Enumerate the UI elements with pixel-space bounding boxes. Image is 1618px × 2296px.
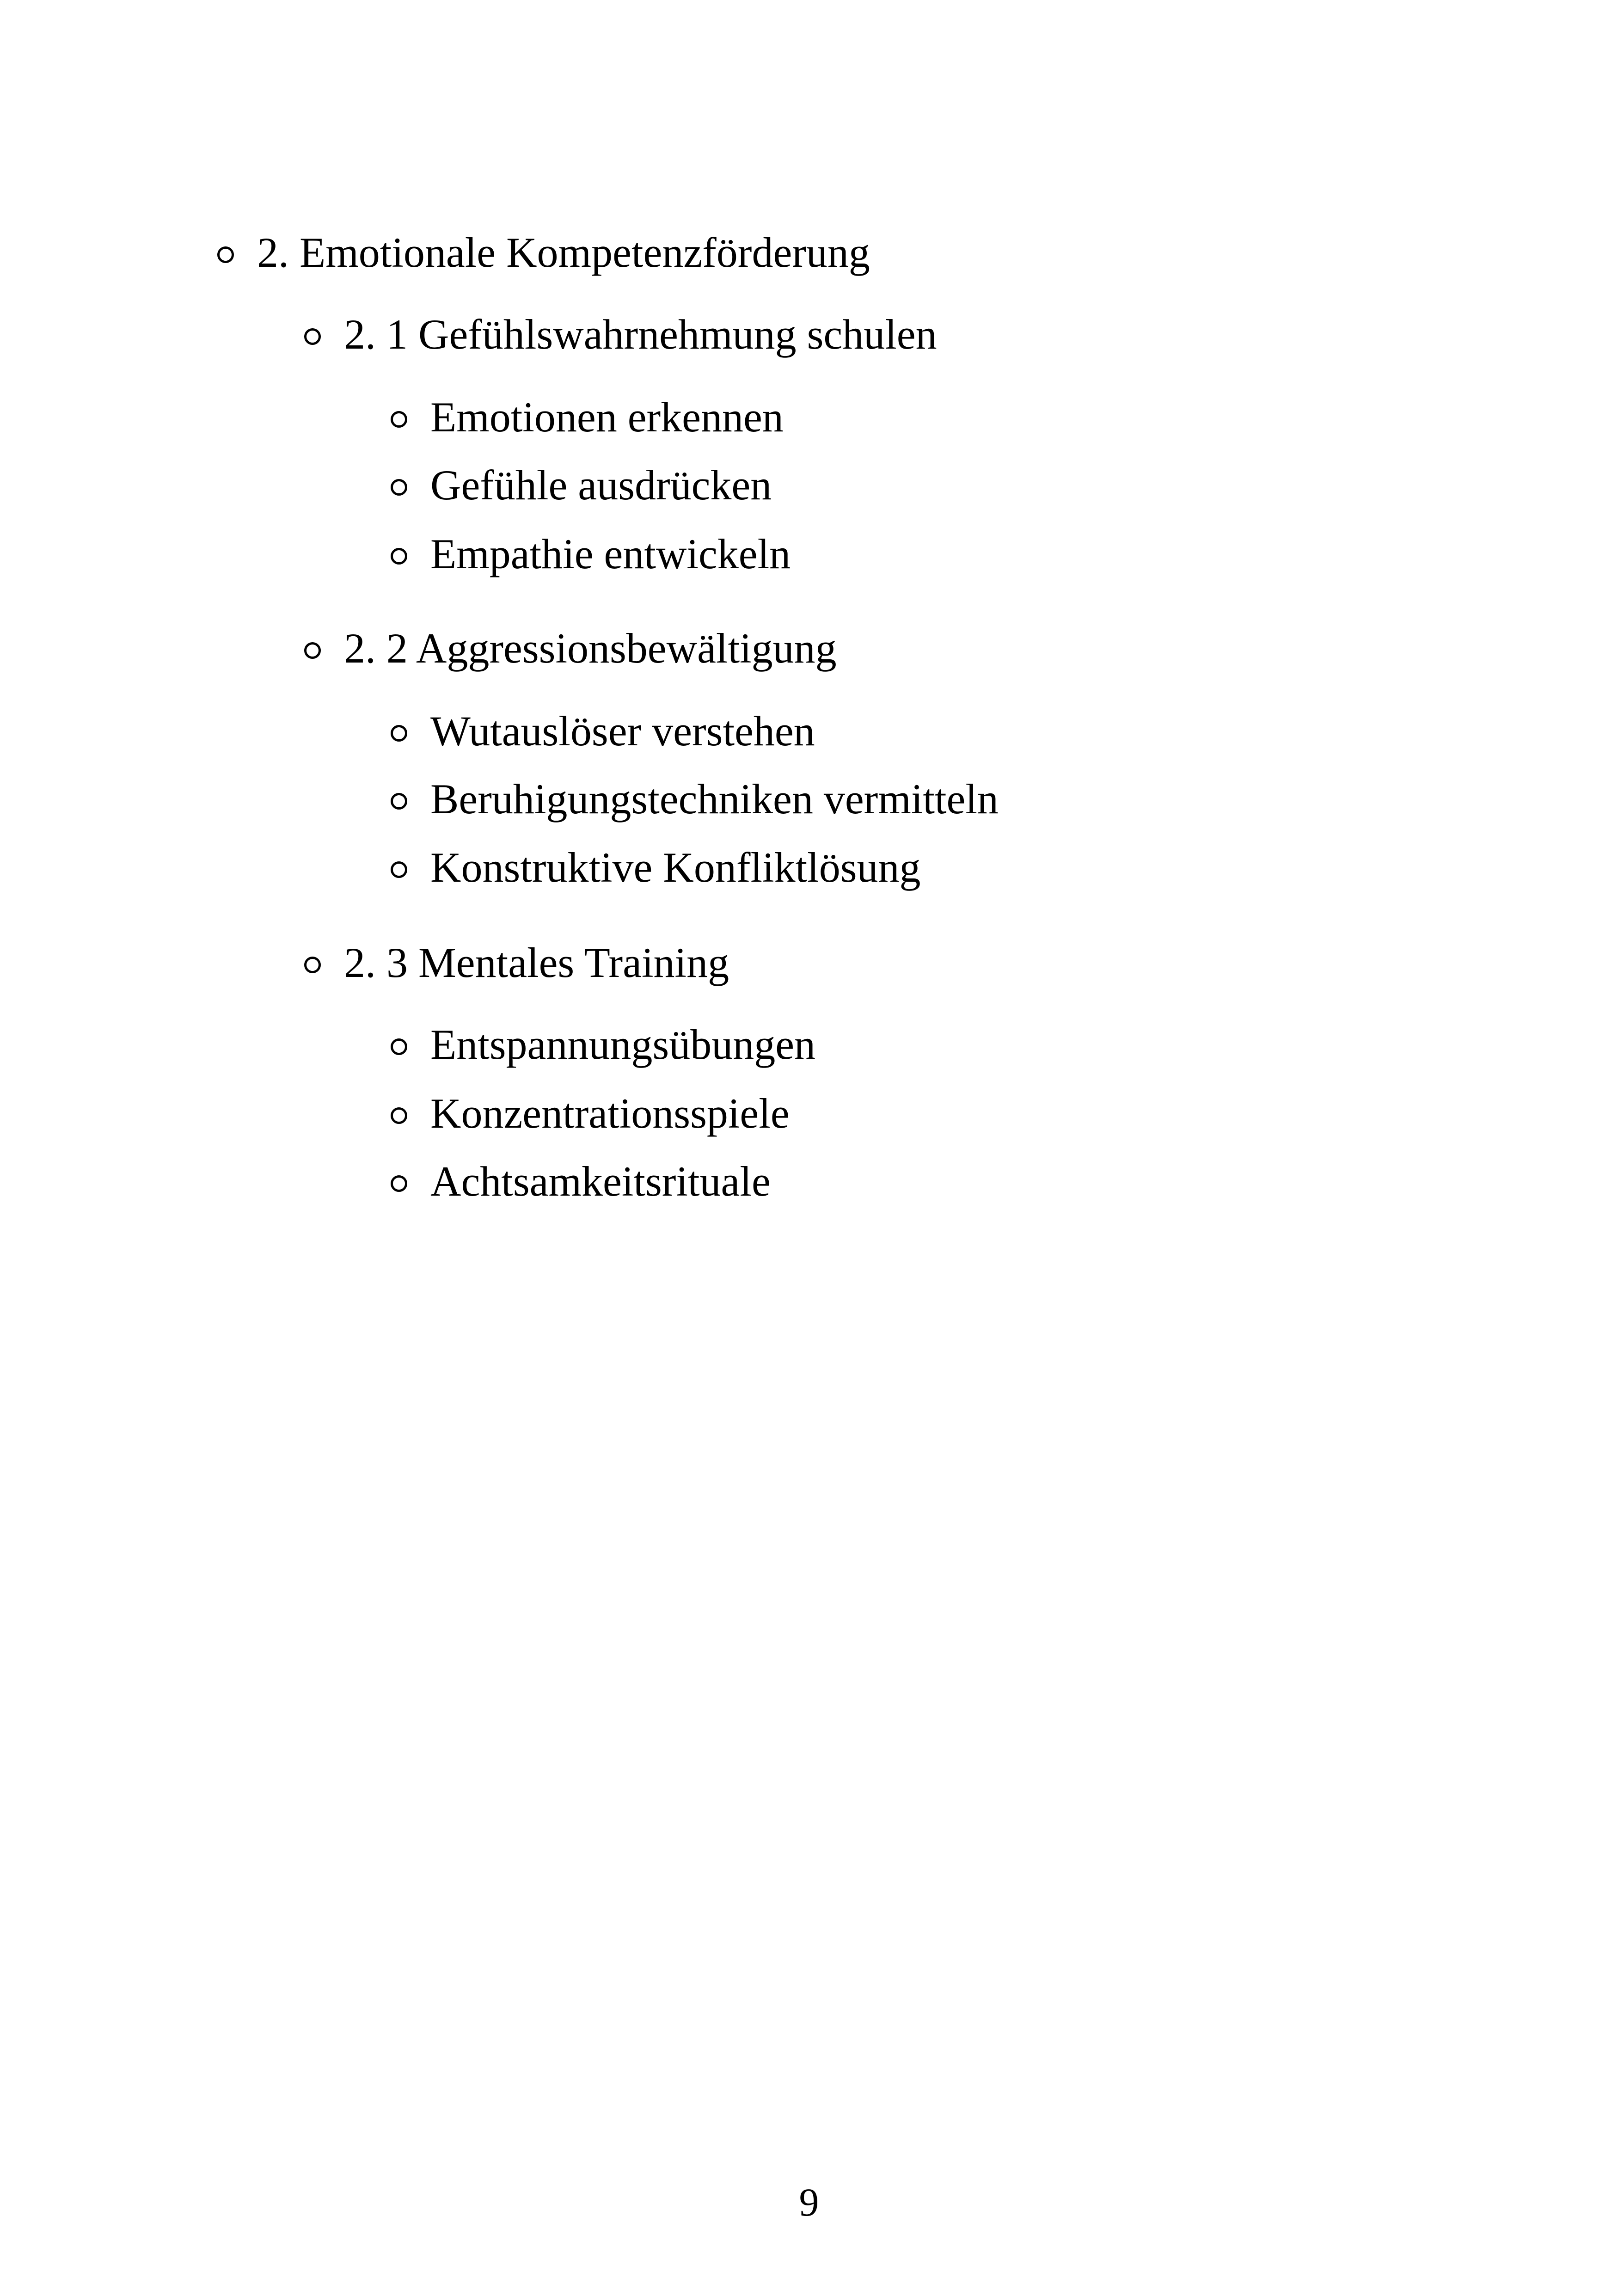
outline-list-item: [391, 707, 815, 755]
outline-section-title: [304, 625, 837, 672]
outline-section-title: [304, 941, 729, 984]
outline-list-item: [391, 1160, 771, 1203]
hollow-circle-bullet-icon: [304, 328, 321, 345]
outline-list-item-text: Achtsamkeitsrituale: [430, 1158, 771, 1205]
outline-list-item-text: Gefühle ausdrücken: [430, 461, 772, 509]
outline-list-item: [391, 1023, 815, 1066]
outline-list-item: [391, 1092, 790, 1135]
outline-list-item-text: Konzentrationsspiele: [430, 1090, 790, 1137]
outline-list-item: [391, 775, 999, 823]
hollow-circle-bullet-icon: [304, 642, 321, 659]
outline-list-item: [391, 530, 791, 577]
page-number: 9: [799, 2180, 819, 2224]
hollow-circle-bullet-icon: [217, 246, 234, 263]
outline-heading-text: 2. Emotionale Kompetenzförderung: [257, 229, 870, 276]
outline-section-title: [304, 313, 937, 356]
hollow-circle-bullet-icon: [391, 1107, 407, 1124]
outline-list-item-text: Empathie entwickeln: [430, 530, 791, 577]
hollow-circle-bullet-icon: [391, 1038, 407, 1055]
hollow-circle-bullet-icon: [391, 548, 407, 565]
outline-section-title-text: 2. 1 Gefühlswahrnehmung schulen: [344, 311, 937, 358]
hollow-circle-bullet-icon: [391, 861, 407, 878]
hollow-circle-bullet-icon: [304, 957, 321, 973]
outline-list-item-text: Entspannungsübungen: [430, 1021, 816, 1068]
outline-list-item: [391, 846, 921, 889]
outline-list-item-text: Emotionen erkennen: [430, 393, 784, 441]
outline-section-title-text: 2. 3 Mentales Training: [344, 939, 729, 986]
hollow-circle-bullet-icon: [391, 411, 407, 428]
hollow-circle-bullet-icon: [391, 793, 407, 810]
outline-section-title-text: 2. 2 Aggressionsbewältigung: [344, 625, 837, 672]
outline-list-item-text: Wutauslöser verstehen: [430, 707, 815, 755]
outline-heading: [217, 231, 870, 274]
outline-list-item: [391, 393, 784, 441]
outline-list-item-text: Beruhigungstechniken vermitteln: [430, 775, 999, 823]
outline-list-item: [391, 461, 772, 509]
hollow-circle-bullet-icon: [391, 1175, 407, 1192]
outline-list-item-text: Konstruktive Konfliktlösung: [430, 844, 921, 891]
hollow-circle-bullet-icon: [391, 725, 407, 742]
hollow-circle-bullet-icon: [391, 479, 407, 496]
